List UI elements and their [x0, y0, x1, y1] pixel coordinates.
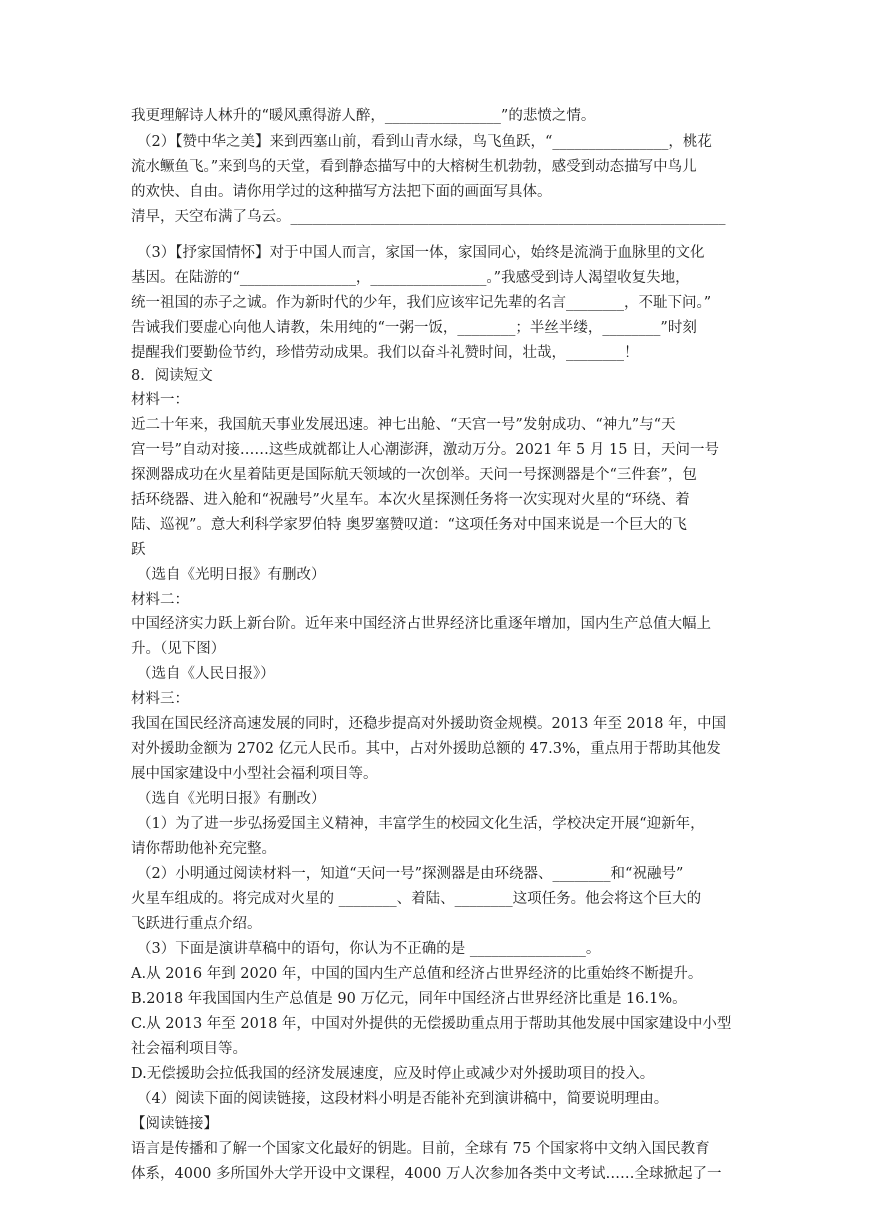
source-note: （选自《光明日报》有删改） [137, 567, 326, 583]
text-line: 探测器成功在火星着陆更是国际航天领域的一次创举。天问一号探测器是个“三件套”，包 [131, 467, 697, 483]
text-line: 对外援助金额为 2702 亿元人民币。其中，占对外援助总额的 47.3%，重点用于帮助其他发 [131, 741, 721, 757]
question-8-2-line: （2）小明通过阅读材料一，知道“天问一号”探测器是由环绕器、________和“祝融号” [137, 866, 684, 882]
question-8-3-line: （3）下面是演讲草稿中的语句，你认为不正确的是 ________________。 [137, 941, 601, 957]
question-8-4-line: （4）阅读下面的阅读链接，这段材料小明是否能补充到演讲稿中，简要说明理由。 [137, 1091, 669, 1107]
text-line: 括环绕器、进入舱和“祝融号”火星车。本次火星探测任务将一次实现对火星的“环绕、着 [131, 492, 690, 508]
material-1-label: 材料一： [131, 392, 189, 408]
material-3-label: 材料三： [131, 691, 189, 707]
text-line: 中国经济实力跃上新台阶。近年来中国经济占世界经济比重逐年增加，国内生产总值大幅上 [131, 616, 711, 632]
question-8-heading: 8．阅读短文 [131, 368, 213, 384]
text-line: 展中国家建设中小型社会福利项目等。 [131, 766, 378, 782]
text-line: 告诫我们要虚心向他人请教，朱用纯的“一粥一饭，________；半丝半缕，________”时刻 [131, 320, 697, 336]
source-note: （选自《人民日报》） [137, 666, 275, 682]
text-line: 升。（见下图） [131, 641, 226, 657]
text-line: 流水鳜鱼飞。”来到鸟的天堂，看到静态描写中的大榕树生机勃勃，感受到动态描写中鸟儿 [131, 159, 697, 175]
option-d: D.无偿援助会拉低我国的经济发展速度，应及时停止或减少对外援助项目的投入。 [131, 1066, 655, 1082]
text-line: 提醒我们要勤俭节约，珍惜劳动成果。我们以奋斗礼赞时间，壮哉，________！ [131, 345, 639, 361]
material-2-label: 材料二： [131, 592, 189, 608]
option-b: B.2018 年我国国内生产总值是 90 万亿元，同年中国经济占世界经济比重是 16.1%。 [131, 991, 687, 1007]
text-line: 飞跃进行重点介绍。 [131, 916, 262, 932]
question-7-2-line: （2）【赞中华之美】来到西塞山前，看到山青水绿，鸟飞鱼跃，“________________，桃花 [137, 134, 712, 150]
option-c: C.从 2013 年至 2018 年，中国对外提供的无偿援助重点用于帮助其他发展中国家建设中小型 [131, 1016, 732, 1032]
source-note: （选自《光明日报》有删改） [137, 791, 326, 807]
text-line: 体系，4000 多所国外大学开设中文课程，4000 万人次参加各类中文考试……全球掀起了一 [131, 1166, 722, 1182]
text-line: 语言是传播和了解一个国家文化最好的钥匙。目前，全球有 75 个国家将中文纳入国民教育 [131, 1141, 710, 1157]
question-8-1-line: （1）为了进一步弘扬爱国主义精神，丰富学生的校园文化生活，学校决定开展“迎新年， [137, 816, 705, 832]
text-line: 请你帮助他补充完整。 [131, 841, 276, 857]
question-7-3-line: （3）【抒家国情怀】对于中国人而言，家国一体，家国同心，始终是流淌于血脉里的文化 [137, 245, 705, 261]
text-line: 陆、巡视”。意大利科学家罗伯特 奥罗塞赞叹道：“这项任务对中国来说是一个巨大的飞 [131, 517, 687, 533]
text-line: 火星车组成的。将完成对火星的 ________、着陆、________这项任务。他会将这个巨大的 [131, 891, 702, 907]
reading-link-heading: 【阅读链接】 [131, 1116, 218, 1132]
text-line: 宫一号”自动对接……这些成就都让人心潮澎湃，激动万分。2021 年 5 月 15 日，天问一号 [131, 442, 720, 458]
text-line: 统一祖国的赤子之诚。作为新时代的少年，我们应该牢记先辈的名言________，不耻下问。” [131, 295, 712, 311]
text-line: 的欢快、自由。请你用学过的这种描写方法把下面的画面写具体。 [131, 184, 552, 200]
text-line: 我更理解诗人林升的“暖风熏得游人醉，________________”的悲愤之情。 [131, 108, 596, 124]
text-line: 近二十年来，我国航天事业发展迅速。神七出舱、“天宫一号”发射成功、“神九”与“天 [131, 417, 676, 433]
text-line: 我国在国民经济高速发展的同时，还稳步提高对外援助资金规模。2013 年至 2018 年，中国 [131, 716, 727, 732]
answer-blank-line: 清早，天空布满了乌云。____________________________________________________________ [131, 209, 726, 225]
text-line: 社会福利项目等。 [131, 1041, 247, 1057]
text-line: 跃 [131, 542, 146, 558]
text-line: 基因。在陆游的“________________，________________。”我感受到诗人渴望收复失地， [131, 270, 690, 286]
option-a: A.从 2016 年到 2020 年，中国的国内生产总值和经济占世界经济的比重始终不断提升。 [131, 966, 703, 982]
